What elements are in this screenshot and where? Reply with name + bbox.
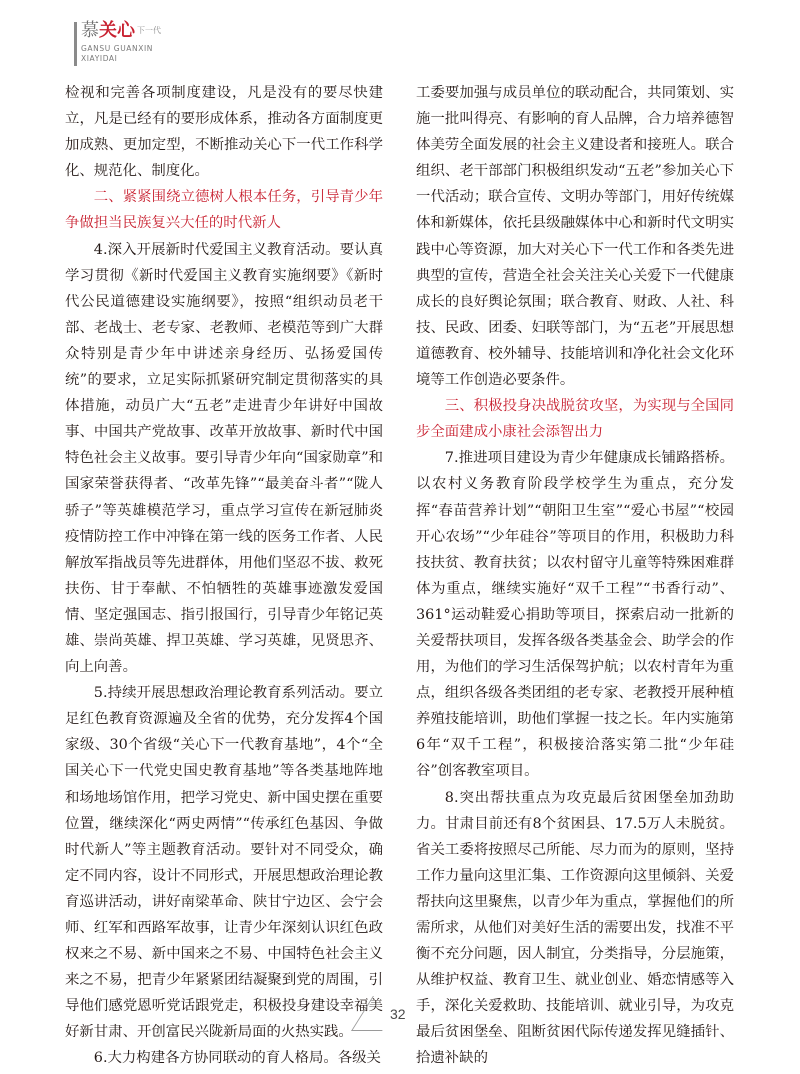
masthead-title-b: 关心 bbox=[99, 20, 135, 41]
masthead-title-c: 下一代 bbox=[137, 26, 161, 35]
paragraph-item-6: 6.大力构建各方协同联动的育人格局。各级关 bbox=[93, 1050, 381, 1067]
masthead-subtitle-line2: XIAYIDAI bbox=[81, 54, 118, 63]
masthead-title-a: 慕 bbox=[81, 20, 99, 41]
masthead-subtitle bbox=[81, 44, 153, 64]
right-column bbox=[416, 80, 734, 1072]
page-number: 32 bbox=[390, 1006, 406, 1022]
left-column bbox=[65, 80, 383, 1072]
paragraph-continued: 检视和完善各项制度建设，凡是没有的要尽快建立，凡是已经有的要形成体系，推动各方面制度更加成熟、更加定型，不断推动关心下一代工作科学化、规范化、制度化。 bbox=[65, 85, 383, 180]
paragraph-item-4: 4.深入开展新时代爱国主义教育活动。要认真学习贯彻《新时代爱国主义教育实施纲要》《新时代公民道德建设实施纲要》，按照“组织动员老干部、老战士、老专家、老教师、老模范等到广大群众特别是青少年中讲述亲身经历、弘扬爱国传统”的要求，立足实际抓紧研究制定贯彻落实的具体措施，动员广大“五老”走进青少年讲好中国故事、中国共产党故事、改革开放故事、新时代中国特色社会主义故事。要引导青少年向“国家勋章”和国家荣誉获得者、“改革先锋”“最美奋斗者”“陇人骄子”等英雄模范学习，重点学习宣传在新冠肺炎疫情防控工作中冲锋在第一线的医务工作者、人民解放军指战员等先进群体，用他们坚忍不拔、救死扶伤、甘于奉献、不怕牺牲的英雄事迹激发爱国情、坚定强国志、指引报国行，引导青少年铭记英雄、崇尚英雄、捍卫英雄、学习英雄，见贤思齐、向上向善。 bbox=[65, 241, 383, 676]
section-heading-2: 二、紧紧围绕立德树人根本任务，引导青少年争做担当民族复兴大任的时代新人 bbox=[65, 189, 383, 232]
paragraph-item-7: 7.推进项目建设为青少年健康成长铺路搭桥。以农村义务教育阶段学校学生为重点，充分发挥“春苗营养计划”“朝阳卫生室”“爱心书屋”“校园开心农场”“少年硅谷”等项目的作用，积极助力科技扶贫、教育扶贫；以农村留守儿童等特殊困难群体为重点，继续实施好“双千工程”“书香行动”、361°运动鞋爱心捐助等项目，探索启动一批新的关爱帮扶项目，发挥各级各类基金会、助学会的作用，为他们的学习生活保驾护航；以农村青年为重点，组织各级各类团组的老专家、老教授开展种植养殖技能培训，助他们掌握一技之长。年内实施第6年“双千工程”，积极接洽落实第二批“少年硅谷”创客教室项目。 bbox=[416, 450, 734, 780]
masthead-bar bbox=[74, 22, 77, 66]
section-heading-3: 三、积极投身决战脱贫攻坚，为实现与全国同步全面建成小康社会添智出力 bbox=[416, 398, 734, 441]
masthead-title bbox=[81, 20, 161, 42]
paragraph-item-5: 5.持续开展思想政治理论教育系列活动。要立足红色教育资源遍及全省的优势，充分发挥4个国家级、30个省级“关心下一代教育基地”，4个“全国关心下一代党史国史教育基地”等各类基地阵地和场地场馆作用，把学习党史、新中国史摆在重要位置，继续深化“两史两情”“传承红色基因、争做时代新人”等主题教育活动。要针对不同受众，确定不同内容，设计不同形式，开展思想政治理论教育巡讲活动，讲好南梁革命、陕甘宁边区、会宁会师、红军和西路军故事，让青少年深刻认识红色政权来之不易、新中国来之不易、中国特色社会主义来之不易，把青少年紧紧团结凝聚到党的周围，引导他们感党恩听党话跟党走，积极投身建设幸福美好新甘肃、开创富民兴陇新局面的火热实践。 bbox=[65, 685, 383, 1041]
paragraph-item-8: 8.突出帮扶重点为攻克最后贫困堡垒加劲助力。甘肃目前还有8个贫困县、17.5万人未脱贫。省关工委将按照尽己所能、尽力而为的原则，坚持工作力量向这里汇集、工作资源向这里倾斜、关爱帮扶向这里聚焦，以青少年为重点，掌握他们的所需所求，从他们对美好生活的需要出发，找准不平衡不充分问题，因人制宜，分类指导，分层施策，从维护权益、教育卫生、就业创业、婚恋情感等入手，深化关爱救助、技能培训、就业引导，为攻克最后贫困堡垒、阻断贫困代际传递发挥见缝插针、拾遗补缺的 bbox=[416, 789, 734, 1067]
masthead-subtitle-line1: GANSU GUANXIN bbox=[81, 44, 153, 53]
masthead-logo bbox=[74, 20, 214, 68]
paragraph-continued: 工委要加强与成员单位的联动配合，共同策划、实施一批叫得亮、有影响的育人品牌，合力培养德智体美劳全面发展的社会主义建设者和接班人。联合组织、老干部部门积极组织发动“五老”参加关心下一代活动；联合宣传、文明办等部门，用好传统媒体和新媒体，依托县级融媒体中心和新时代文明实践中心等资源，加大对关心下一代工作和各类先进典型的宣传，营造全社会关注关心关爱下一代健康成长的良好舆论氛围；联合教育、财政、人社、科技、民政、团委、妇联等部门，为“五老”开展思想道德教育、校外辅导、技能培训和净化社会文化环境等工作创造必要条件。 bbox=[416, 85, 734, 389]
